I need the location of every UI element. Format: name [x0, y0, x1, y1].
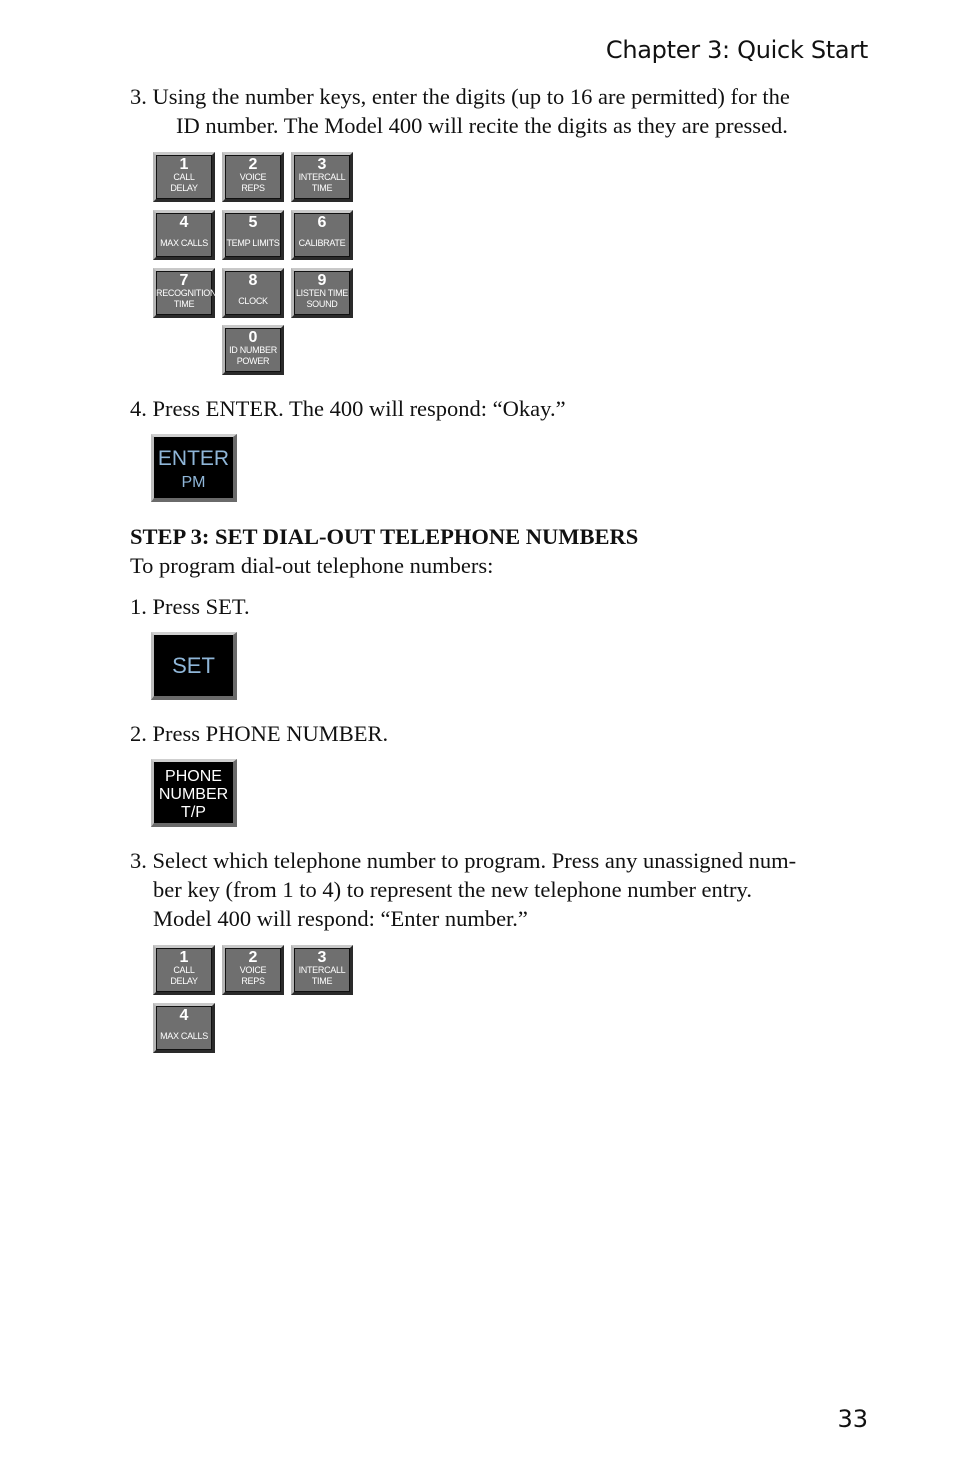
key-9[interactable]: 9 LISTEN TIME SOUND — [291, 268, 353, 318]
section-heading: STEP 3: SET DIAL-OUT TELEPHONE NUMBERS — [130, 524, 639, 549]
press-set-instruction: 1. Press SET. — [130, 594, 250, 619]
press-phone-number-instruction: 2. Press PHONE NUMBER. — [130, 721, 389, 746]
step-4-instruction: 4. Press ENTER. The 400 will respond: “Okay.” — [130, 396, 566, 421]
set-key[interactable]: SET — [151, 632, 237, 700]
select-number-line-1: 3. Select which telephone number to program. Press any unassigned num- — [130, 848, 797, 873]
select-number-line-2: ber key (from 1 to 4) to represent the new telephone number entry. — [153, 877, 752, 902]
key-6[interactable]: 6 CALIBRATE — [291, 210, 353, 260]
step-3-line-2: ID number. The Model 400 will recite the digits as they are pressed. — [176, 113, 788, 138]
key-8[interactable]: 8 CLOCK — [222, 268, 284, 318]
select-number-line-3: Model 400 will respond: “Enter number.” — [153, 906, 528, 931]
key-7[interactable]: 7 RECOGNITION TIME — [153, 268, 215, 318]
key-4[interactable]: 4 MAX CALLS — [153, 210, 215, 260]
key-2-second[interactable]: 2 VOICE REPS — [222, 945, 284, 995]
step-3-instruction — [130, 82, 883, 140]
select-number-instruction — [130, 846, 860, 933]
step-3-line-1: 3. Using the number keys, enter the digits (up to 16 are permitted) for the — [130, 84, 790, 109]
key-0[interactable]: 0 ID NUMBER POWER — [222, 325, 284, 375]
key-5[interactable]: 5 TEMP LIMITS — [222, 210, 284, 260]
chapter-header: Chapter 3: Quick Start — [605, 36, 868, 64]
section-intro: To program dial-out telephone numbers: — [130, 553, 494, 578]
key-3[interactable]: 3 INTERCALL TIME — [291, 152, 353, 202]
key-1-second[interactable]: 1 CALL DELAY — [153, 945, 215, 995]
key-2[interactable]: 2 VOICE REPS — [222, 152, 284, 202]
key-1[interactable]: 1 CALL DELAY — [153, 152, 215, 202]
key-4-second[interactable]: 4 MAX CALLS — [153, 1003, 215, 1053]
key-3-second[interactable]: 3 INTERCALL TIME — [291, 945, 353, 995]
page-number: 33 — [837, 1405, 868, 1433]
phone-number-key[interactable]: PHONE NUMBER T/P — [151, 759, 237, 827]
enter-key[interactable]: ENTER PM — [151, 434, 237, 502]
